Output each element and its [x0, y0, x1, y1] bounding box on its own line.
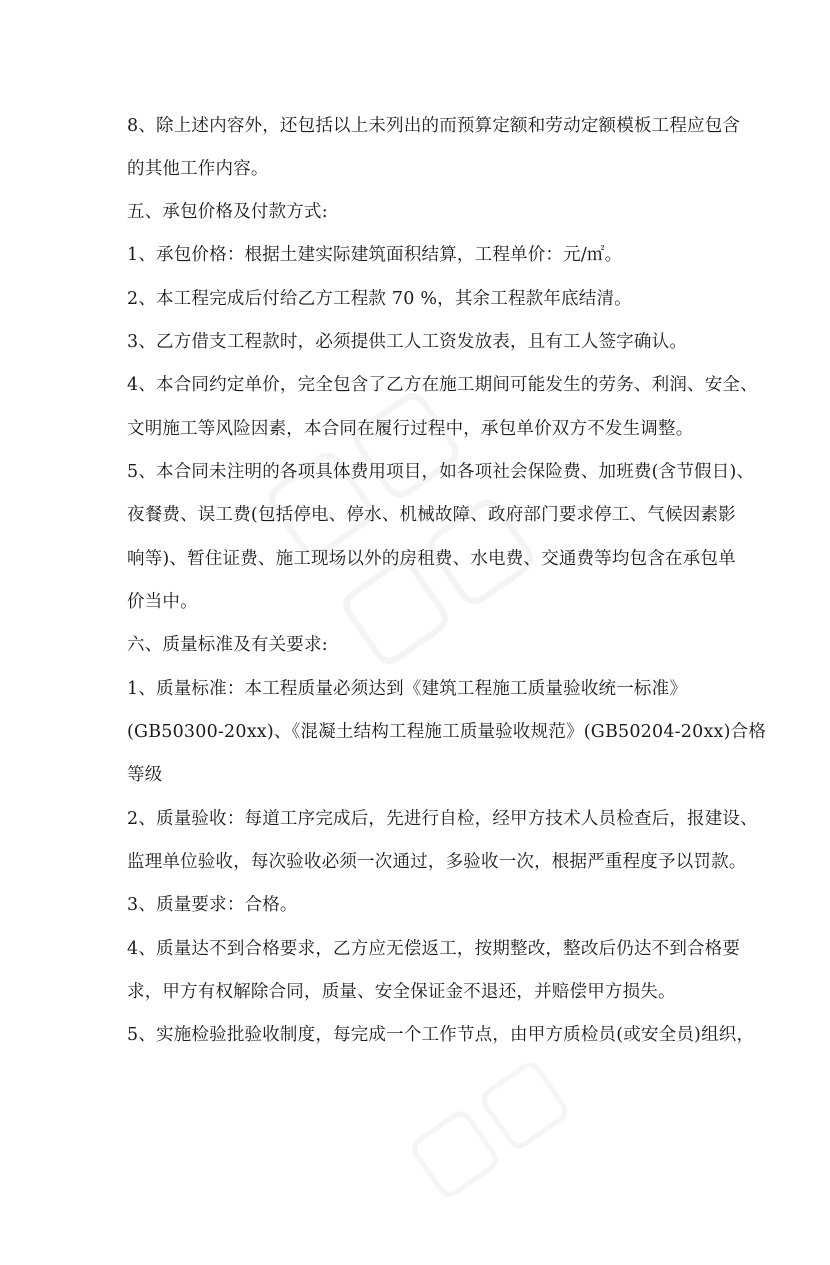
text-line: 5、实施检验批验收制度，每完成一个工作节点，由甲方质检员(或安全员)组织， [127, 1025, 755, 1045]
text-line: 3、乙方借支工程款时，必须提供工人工资发放表，且有工人签字确认。 [127, 332, 688, 352]
text-line: 监理单位验收，每次验收必须一次通过，多验收一次，根据严重程度予以罚款。 [127, 852, 747, 872]
text-line: 8、除上述内容外，还包括以上未列出的而预算定额和劳动定额模板工程应包含 [127, 116, 741, 136]
text-line: 1、质量标准：本工程质量必须达到《建筑工程施工质量验收统一标准》 [127, 679, 688, 699]
text-line: 价当中。 [127, 592, 198, 612]
text-line: 文明施工等风险因素，本合同在履行过程中，承包单价双方不发生调整。 [127, 419, 694, 439]
text-line: 4、本合同约定单价，完全包含了乙方在施工期间可能发生的劳务、利润、安全、 [127, 375, 758, 395]
text-line: 响等)、暂住证费、施工现场以外的房租费、水电费、交通费等均包含在承包单 [127, 549, 736, 569]
text-line: 求，甲方有权解除合同，质量、安全保证金不退还，并赔偿甲方损失。 [127, 982, 676, 1002]
text-line: 2、本工程完成后付给乙方工程款 70 %，其余工程款年底结清。 [127, 289, 632, 309]
text-line: 2、质量验收：每道工序完成后，先进行自检，经甲方技术人员检查后，报建设、 [127, 809, 758, 829]
text-line: 夜餐费、误工费(包括停电、停水、机械故障、政府部门要求停工、气候因素影 [127, 505, 736, 525]
text-line: 5、本合同未注明的各项具体费用项目，如各项社会保险费、加班费(含节假日)、 [127, 462, 755, 482]
section-heading: 五、承包价格及付款方式: [127, 202, 328, 222]
section-heading: 六、质量标准及有关要求: [127, 635, 328, 655]
text-line: 的其他工作内容。 [127, 159, 269, 179]
text-line: 3、质量要求：合格。 [127, 895, 298, 915]
text-line: 等级 [127, 765, 163, 785]
text-line: 4、质量达不到合格要求，乙方应无偿返工，按期整改，整改后仍达不到合格要 [127, 939, 741, 959]
text-line: 1、承包价格：根据土建实际建筑面积结算，工程单价：元/㎡。 [127, 245, 623, 265]
text-line: (GB50300-20xx)、《混凝土结构工程施工质量验收规范》(GB50204-20xx)合格 [127, 722, 767, 742]
